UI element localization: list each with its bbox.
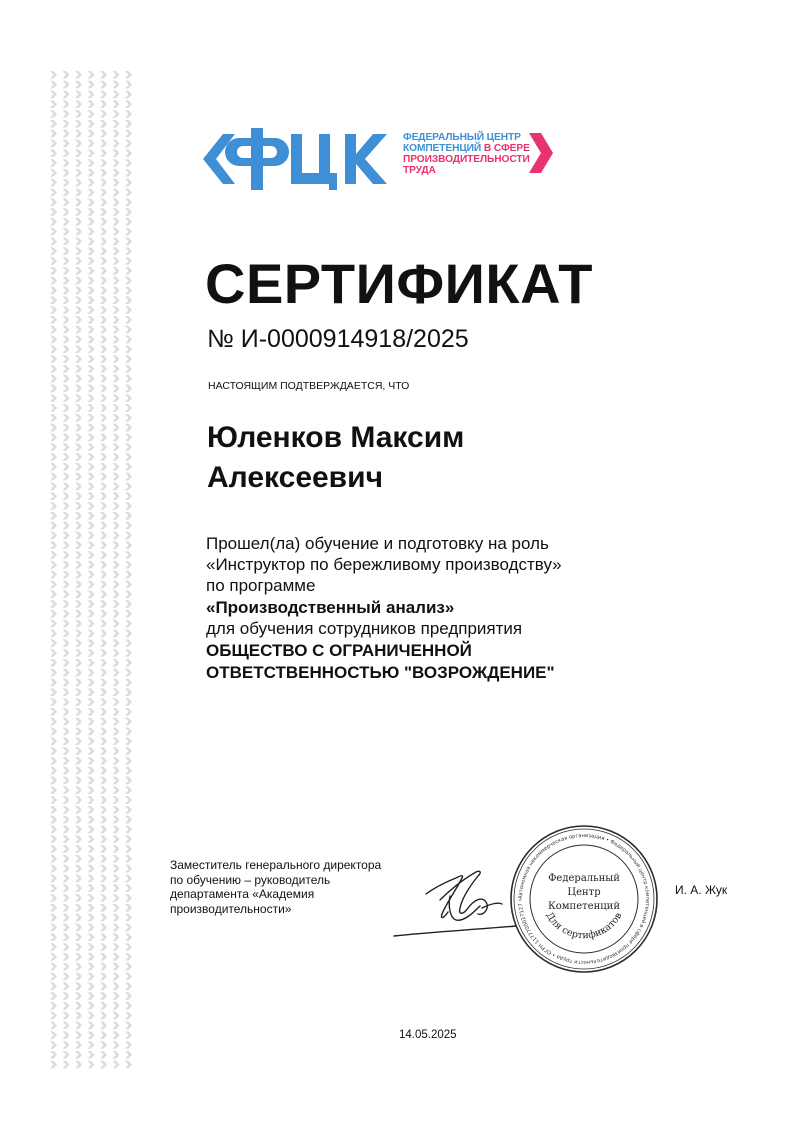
body-line-program-name: «Производственный анализ» xyxy=(206,598,455,617)
fck-logo xyxy=(203,126,583,192)
stamp-center-line3: Компетенций xyxy=(548,901,620,912)
recipient-name-line1: Юленков Максим xyxy=(207,421,465,454)
signatory-role xyxy=(170,858,381,916)
issue-date: 14.05.2025 xyxy=(399,1029,457,1041)
certificate-number: № И-0000914918/2025 xyxy=(207,325,469,353)
svg-text:Автономная некоммерческая орга xyxy=(518,833,650,965)
logo-text-line4: ТРУДА xyxy=(403,165,436,176)
signatory-name: И. А. Жук xyxy=(675,883,728,897)
logo-text-line2a: КОМПЕТЕНЦИЙ xyxy=(403,143,484,154)
logo-text-line3: ПРОИЗВОДИТЕЛЬНОСТИ xyxy=(403,154,530,165)
body-line-program-label: по программе xyxy=(206,576,316,595)
stamp-center-line1: Федеральный xyxy=(548,873,620,884)
logo-text-line2 xyxy=(403,143,530,154)
logo-text-line2b: В СФЕРЕ xyxy=(483,143,530,154)
confirmation-caption: НАСТОЯЩИМ ПОДТВЕРЖДАЕТСЯ, ЧТО xyxy=(208,380,410,392)
stamp-center-line2: Центр xyxy=(567,887,601,898)
signatory-role-line3: департамента «Академия xyxy=(170,887,315,901)
body-line-role: «Инструктор по бережливому производству» xyxy=(206,555,562,574)
stamp-arc-text: Для сертификатов xyxy=(543,910,625,942)
stamp-outer-text: Автономная некоммерческая организация • Федеральный центр компетенций в сфере производительности труда • ОГРН 1177700027127 • xyxy=(517,832,651,966)
fck-logo-mark xyxy=(203,126,403,192)
logo-text-line1: ФЕДЕРАЛЬНЫЙ ЦЕНТР xyxy=(403,132,521,143)
recipient-name-line2: Алексеевич xyxy=(207,461,383,494)
certificate-title: СЕРТИФИКАТ xyxy=(205,252,593,315)
handwritten-signature xyxy=(390,860,520,940)
official-stamp xyxy=(508,823,660,975)
svg-text:Для сертификатов xyxy=(544,911,625,942)
logo-right-chevron-icon xyxy=(527,131,555,175)
decorative-chevron-pattern xyxy=(48,70,138,1070)
body-line-employees: для обучения сотрудников предприятия xyxy=(206,619,523,638)
signatory-role-line4: производительности» xyxy=(170,901,292,916)
signatory-role-line1: Заместитель генерального директора xyxy=(170,858,382,872)
body-line-company-1: ОБЩЕСТВО С ОГРАНИЧЕННОЙ xyxy=(206,641,472,660)
body-line-training: Прошел(ла) обучение и подготовку на роль xyxy=(206,534,549,553)
signatory-role-line2: по обучению – руководитель xyxy=(170,872,331,887)
body-line-company-2: ОТВЕТСТВЕННОСТЬЮ "ВОЗРОЖДЕНИЕ" xyxy=(206,663,555,682)
